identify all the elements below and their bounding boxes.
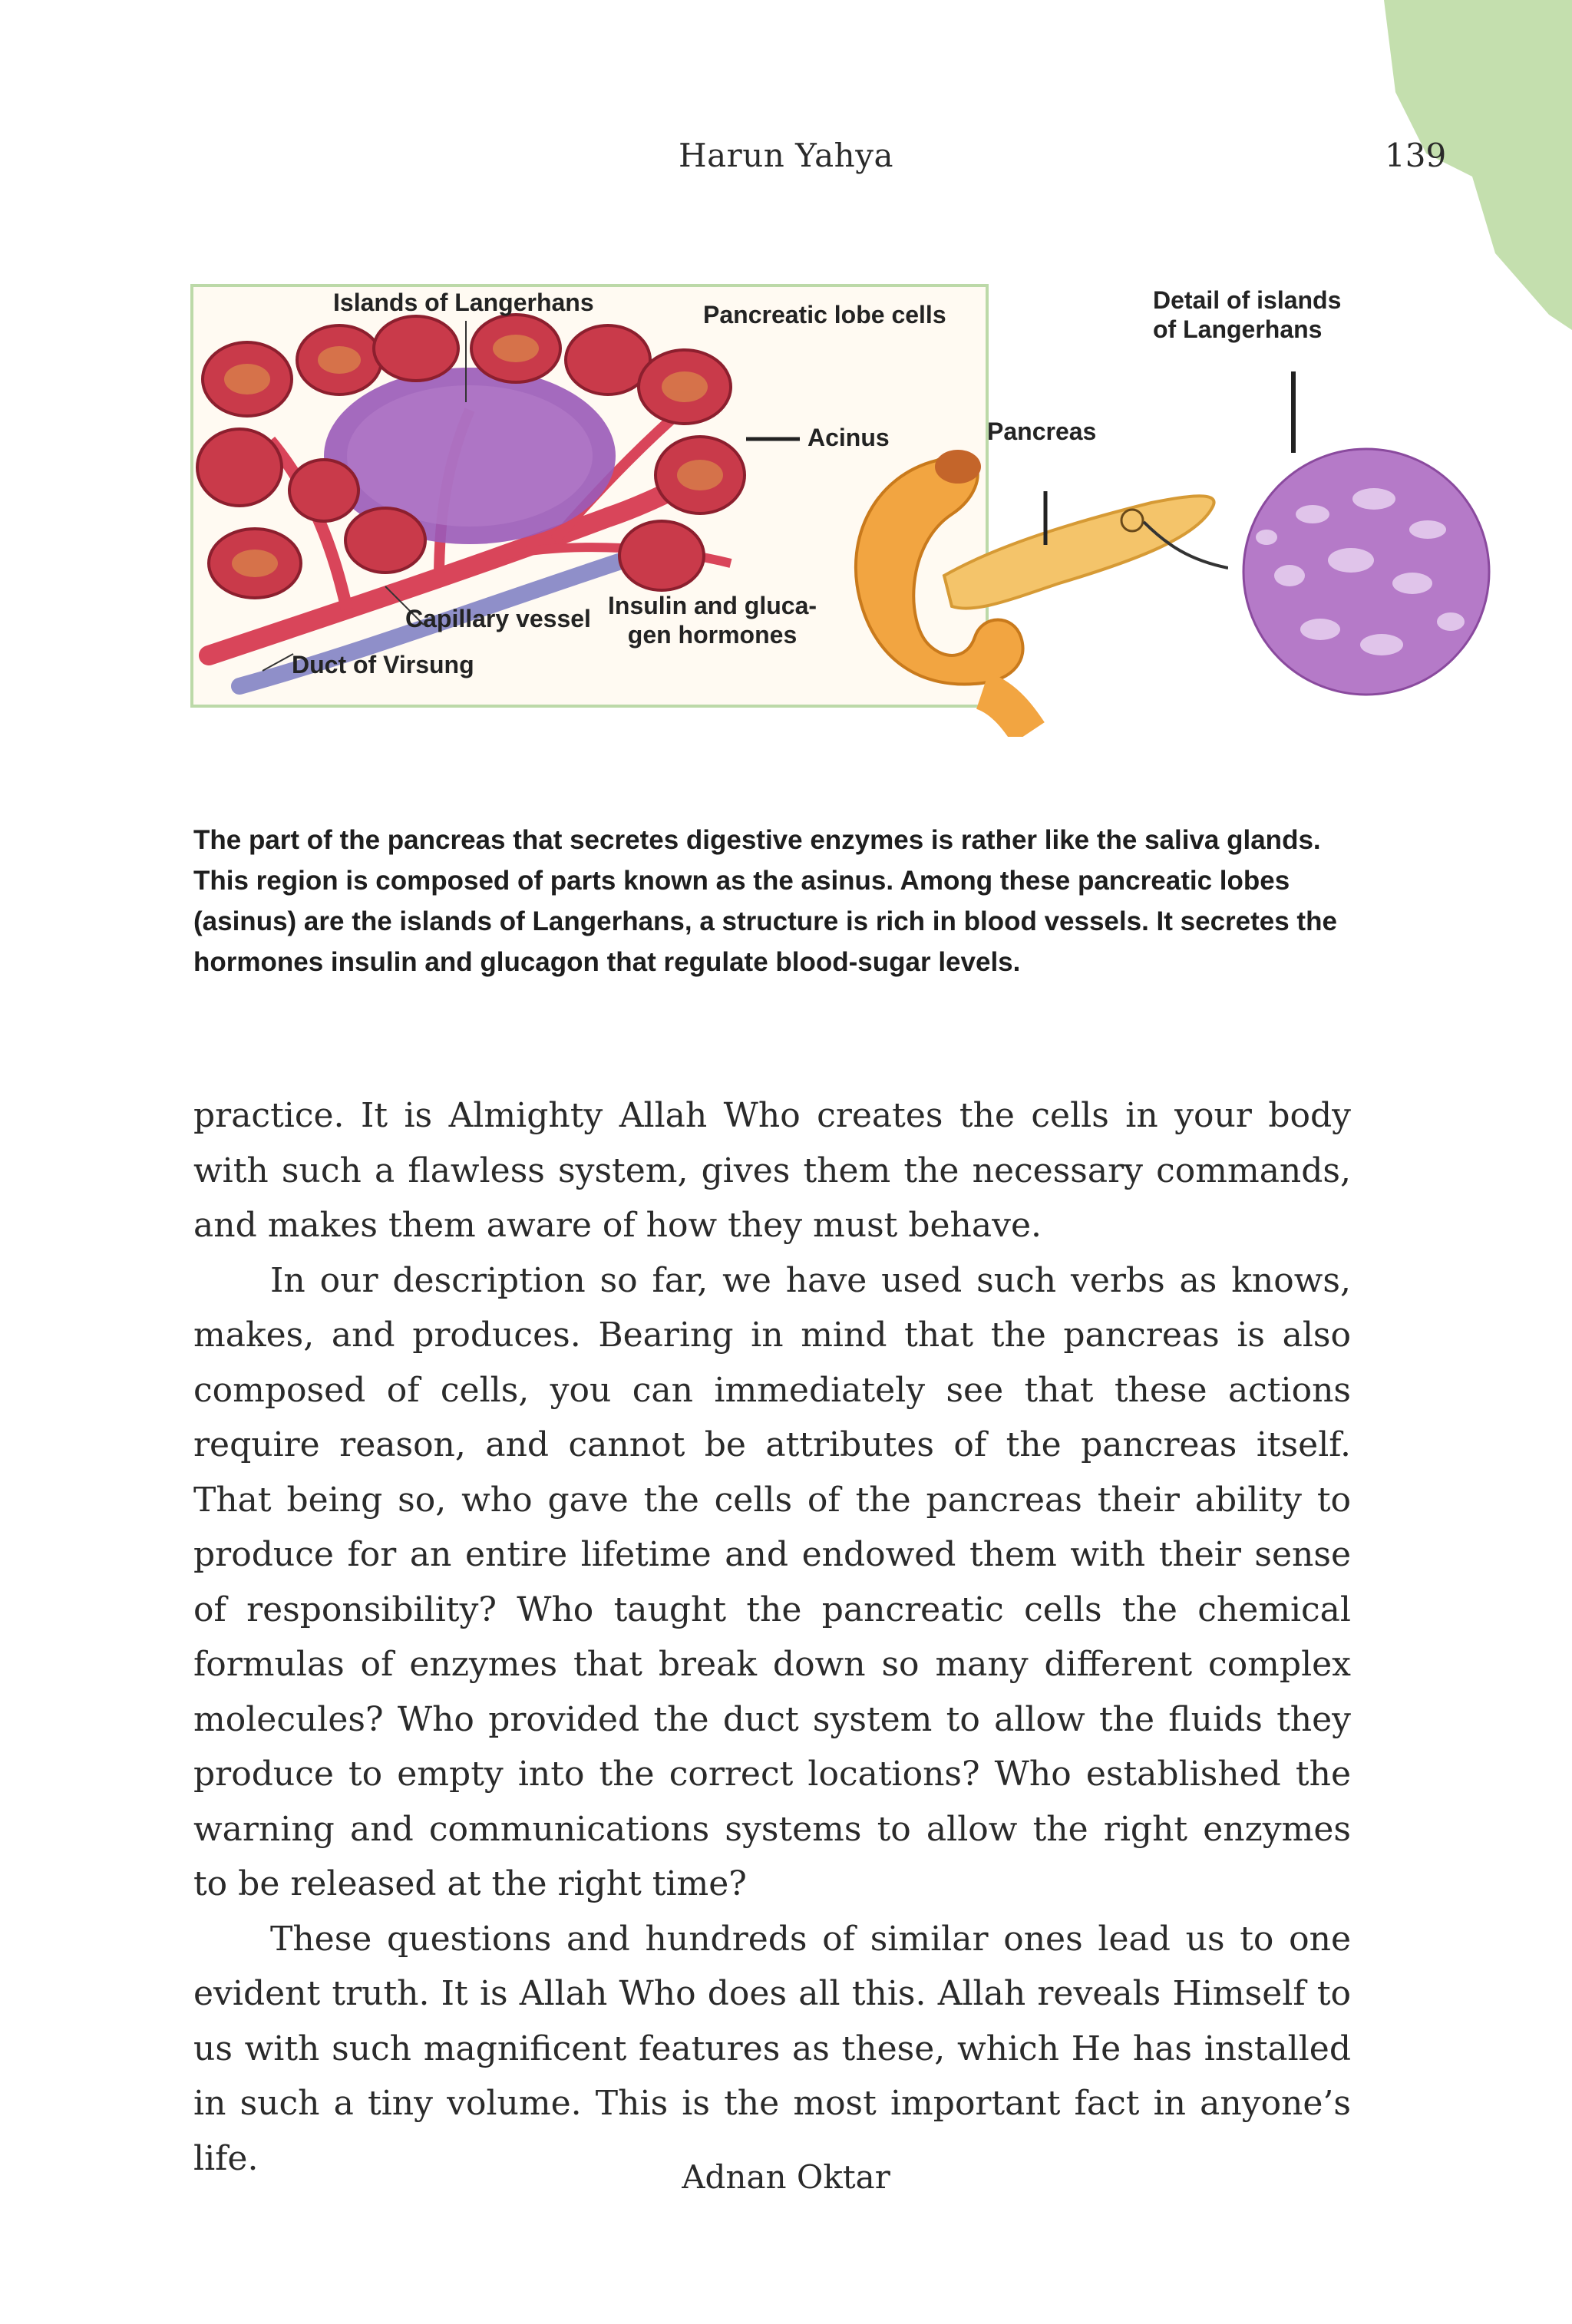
label-pancreas: Pancreas bbox=[987, 418, 1097, 445]
label-pancreatic-lobe-cells: Pancreatic lobe cells bbox=[703, 301, 946, 328]
paragraph: In our description so far, we have used such verbs as knows, makes, and produces. Bearing in mind that the pancreas is also composed of cells, you can immediately see that these actions require reason, and cannot be attributes of the pancreas itself. That being so, who gave the cells of the pancreas their ability to produce for an entire lifetime and endowed them with their sense of responsibility? Who taught the pancreatic cells the chemical formulas of enzymes that break down so many different complex molecules? Who provided the duct system to allow the fluids they produce to empty into the correct locations? Who established the warning and communications systems to allow the right enzymes to be released at the right time? bbox=[193, 1260, 1351, 1903]
label-duct-of-virsung: Duct of Virsung bbox=[292, 651, 474, 678]
islet-detail-illustration bbox=[1220, 445, 1504, 698]
paragraph: These questions and hundreds of similar ones lead us to one evident truth. It is Allah Who does all this. Allah reveals Himself to us with such magnificent features as these, which He has installed in such a tiny volume. This is the most important fact in anyone’s life. bbox=[193, 1919, 1351, 2178]
running-head: Harun Yahya bbox=[678, 137, 894, 174]
page-number: 139 bbox=[1385, 137, 1447, 174]
label-detail-of-islands: Detail of islands of Langerhans bbox=[1153, 286, 1342, 343]
body-text bbox=[193, 1088, 1351, 2186]
label-insulin-glucagon-hormones: Insulin and gluca- gen hormones bbox=[608, 592, 817, 649]
paragraph: practice. It is Almighty Allah Who creates the cells in your body with such a flawless system, gives them the necessary commands, and makes them aware of how they must behave. bbox=[193, 1096, 1351, 1245]
figure-caption: The part of the pancreas that secretes digestive enzymes is rather like the saliva glands. This region is composed of parts known as the asinus. Among these pancreatic lobes (asinus) are the islands of Langerhans, a structure is rich in blood vessels. It secretes the hormones insulin and glucagon that regulate blood-sugar levels. bbox=[193, 825, 1337, 977]
running-foot: Adnan Oktar bbox=[682, 2158, 890, 2196]
label-islands-of-langerhans: Islands of Langerhans bbox=[333, 289, 594, 316]
pancreas-illustration bbox=[829, 430, 1228, 737]
label-capillary-vessel: Capillary vessel bbox=[405, 605, 591, 632]
label-acinus: Acinus bbox=[807, 424, 890, 451]
detail-leader-line bbox=[1291, 371, 1296, 453]
